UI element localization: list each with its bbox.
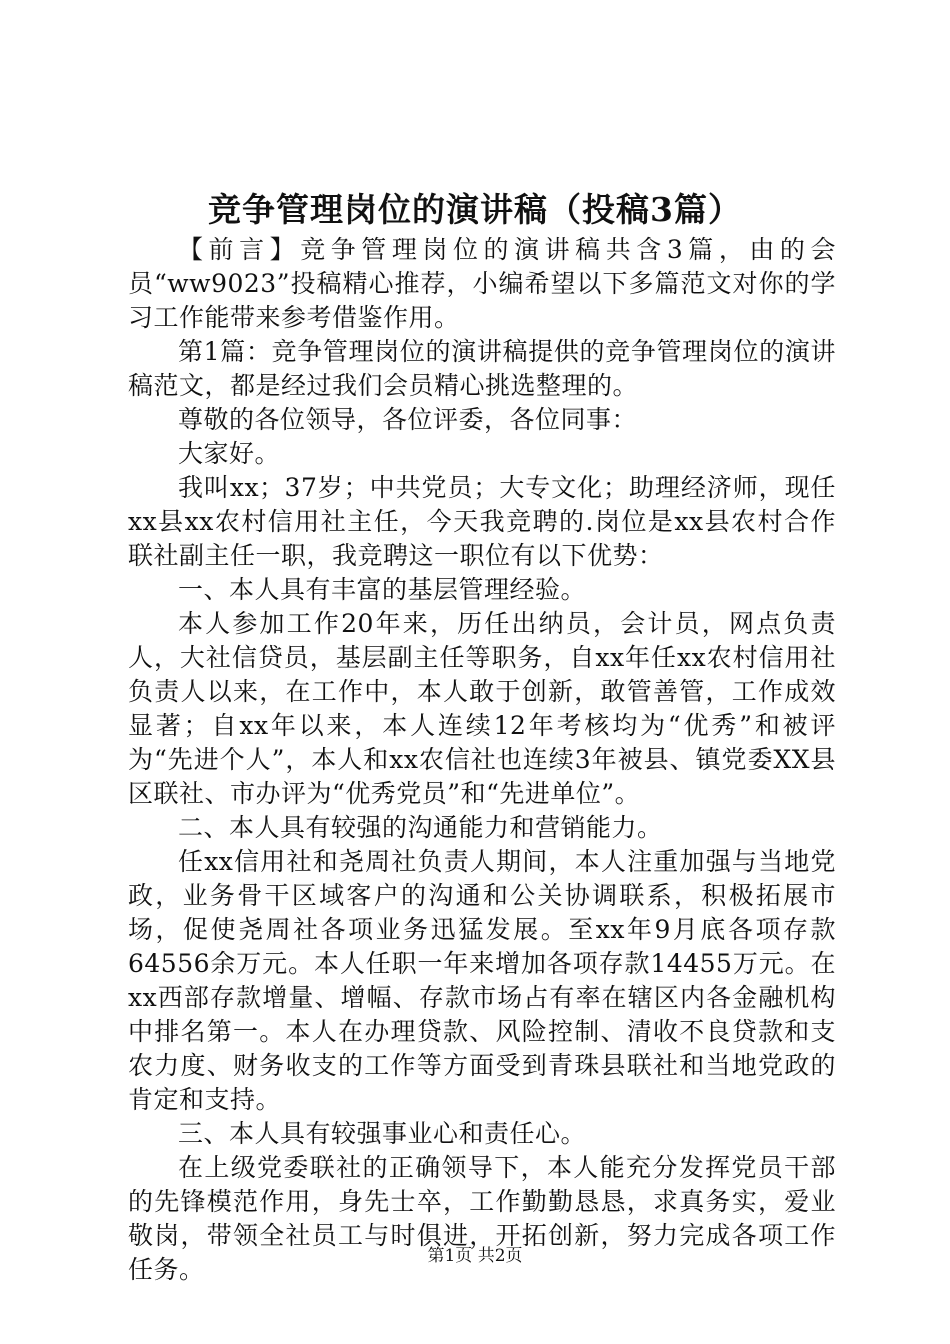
document-body xyxy=(128,233,836,1287)
paragraph-advantage-two: 任xx信用社和尧周社负责人期间，本人注重加强与当地党政，业务骨干区域客户的沟通和公关协调联系，积极拓展市场，促使尧周社各项业务迅猛发展。至xx年9月底各项存款64556余万元。本人任职一年来增加各项存款14455万元。在xx西部存款增量、增幅、存款市场占有率在辖区内各金融机构中排名第一。本人在办理贷款、风险控制、清收不良贷款和支农力度、财务收支的工作等方面受到青珠县联社和当地党政的肯定和支持。 xyxy=(128,847,836,1114)
paragraph-part-one-intro: 第1篇：竞争管理岗位的演讲稿提供的竞争管理岗位的演讲稿范文，都是经过我们会员精心挑选整理的。 xyxy=(128,337,836,400)
paragraph-preface: 【前言】竞争管理岗位的演讲稿共含3篇，由的会员“ww9023”投稿精心推荐，小编希望以下多篇范文对你的学习工作能带来参考借鉴作用。 xyxy=(128,235,836,332)
heading-advantage-one: 一、本人具有丰富的基层管理经验。 xyxy=(178,575,587,604)
paragraph-salutation: 尊敬的各位领导，各位评委，各位同事： xyxy=(178,405,638,434)
paragraph-greeting: 大家好。 xyxy=(178,439,281,468)
document-title: 竞争管理岗位的演讲稿（投稿3篇） xyxy=(208,190,742,229)
paragraph-advantage-three: 在上级党委联社的正确领导下，本人能充分发挥党员干部的先锋模范作用，身先士卒，工作勤勤恳恳，求真务实，爱业敬岗，带领全社员工与时俱进，开拓创新，努力完成各项工作任务。 xyxy=(128,1153,836,1284)
heading-advantage-two: 二、本人具有较强的沟通能力和营销能力。 xyxy=(178,813,663,842)
heading-advantage-three: 三、本人具有较强事业心和责任心。 xyxy=(178,1119,587,1148)
paragraph-advantage-one: 本人参加工作20年来，历任出纳员，会计员，网点负责人，大社信贷员，基层副主任等职务，自xx年任xx农村信用社负责人以来，在工作中，本人敢于创新，敢管善管，工作成效显著；自xx年以来，本人连续12年考核均为“优秀”和被评为“先进个人”，本人和xx农信社也连续3年被县、镇党委XX县区联社、市办评为“优秀党员”和“先进单位”。 xyxy=(128,609,836,808)
page-number-footer: 第1页 共2页 xyxy=(427,1246,523,1266)
paragraph-self-introduction: 我叫xx；37岁；中共党员；大专文化；助理经济师，现任xx县xx农村信用社主任，今天我竞聘的.岗位是xx县农村合作联社副主任一职，我竞聘这一职位有以下优势： xyxy=(128,473,836,570)
